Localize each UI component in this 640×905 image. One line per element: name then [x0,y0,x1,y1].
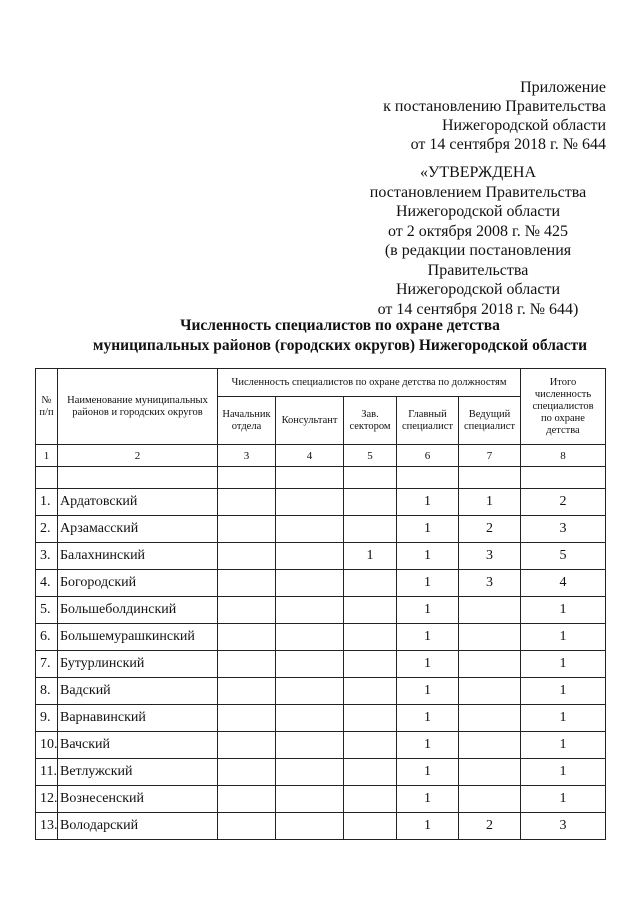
head-count [218,570,276,597]
header-positions: Численность специалистов по охране детства по должностям [218,369,521,397]
row-number: 8. [36,678,58,705]
header-head: Начальник отдела [218,397,276,445]
chief-count: 1 [397,570,459,597]
consultant-count [276,732,344,759]
chief-count: 1 [397,489,459,516]
chief-count: 1 [397,516,459,543]
column-number: 7 [459,445,521,467]
table-row [36,489,606,516]
header-no: № п/п [36,369,58,445]
spacer-row [36,467,606,489]
district-name: Ветлужский [58,759,218,786]
row-number: 6. [36,624,58,651]
district-name: Вадский [58,678,218,705]
spacer-cell [521,467,606,489]
appendix-date-line: от 14 сентября 2018 г. № 644 [410,136,606,153]
column-number: 1 [36,445,58,467]
spacer-cell [397,467,459,489]
leading-count: 3 [459,570,521,597]
appendix-header [383,78,606,154]
total-count: 5 [521,543,606,570]
row-number: 4. [36,570,58,597]
title-line-2: муниципальных районов (городских округов) Нижегородской области [92,337,588,354]
column-number: 5 [344,445,397,467]
total-count: 1 [521,759,606,786]
head-count [218,705,276,732]
table-row [36,624,606,651]
chief-count: 1 [397,543,459,570]
approval-line-2: постановлением Правительства [369,183,587,201]
column-number: 4 [276,445,344,467]
total-count: 1 [521,651,606,678]
consultant-count [276,570,344,597]
total-count: 2 [521,489,606,516]
header-name: Наименование муниципальных районов и городских округов [58,369,218,445]
chief-count: 1 [397,705,459,732]
leading-count [459,759,521,786]
approval-line-7: Нижегородской области [395,281,560,298]
district-name: Ардатовский [58,489,218,516]
leading-count [459,786,521,813]
leading-count [459,705,521,732]
head-count [218,651,276,678]
leading-count [459,651,521,678]
sector-head-count [344,732,397,759]
consultant-count [276,624,344,651]
district-name: Варнавинский [58,705,218,732]
approval-line-4: от 2 октября 2008 г. № 425 [387,222,568,240]
spacer-cell [344,467,397,489]
sector-head-count [344,813,397,840]
leading-count: 3 [459,543,521,570]
district-name: Вознесенский [58,786,218,813]
table-row [36,759,606,786]
column-numbers-row [36,445,606,467]
total-count: 1 [521,786,606,813]
district-name: Володарский [58,813,218,840]
total-count: 1 [521,624,606,651]
head-count [218,597,276,624]
district-name: Арзамасский [58,516,218,543]
district-name: Большемурашкинский [58,624,218,651]
table-row [36,570,606,597]
leading-count: 2 [459,516,521,543]
table-row [36,786,606,813]
approval-block [350,163,606,319]
row-number: 12. [36,786,58,813]
header-consultant: Консультант [276,397,344,445]
chief-count: 1 [397,759,459,786]
row-number: 10. [36,732,58,759]
total-count: 1 [521,597,606,624]
consultant-count [276,813,344,840]
specialists-table [35,368,606,840]
chief-count: 1 [397,651,459,678]
header-sector-head: Зав. сектором [344,397,397,445]
row-number: 9. [36,705,58,732]
head-count [218,489,276,516]
total-count: 3 [521,516,606,543]
leading-count [459,624,521,651]
total-count: 3 [521,813,606,840]
table-body [36,489,606,840]
chief-count: 1 [397,813,459,840]
total-count: 1 [521,705,606,732]
sector-head-count [344,651,397,678]
district-name: Балахнинский [58,543,218,570]
table-row [36,597,606,624]
column-number: 2 [58,445,218,467]
head-count [218,516,276,543]
row-number: 13. [36,813,58,840]
spacer-cell [36,467,58,489]
consultant-count [276,489,344,516]
row-number: 11. [36,759,58,786]
head-count [218,678,276,705]
chief-count: 1 [397,786,459,813]
spacer-cell [459,467,521,489]
sector-head-count [344,624,397,651]
head-count [218,624,276,651]
row-number: 7. [36,651,58,678]
sector-head-count [344,705,397,732]
district-name: Бутурлинский [58,651,218,678]
table-row [36,678,606,705]
sector-head-count [344,597,397,624]
total-count: 1 [521,678,606,705]
head-count [218,732,276,759]
chief-count: 1 [397,597,459,624]
approval-line-8: от 14 сентября 2018 г. № 644) [377,300,579,318]
table-row [36,651,606,678]
appendix-ref-line: к постановлению Правительства [383,98,606,115]
chief-count: 1 [397,678,459,705]
row-number: 3. [36,543,58,570]
sector-head-count [344,489,397,516]
spacer-cell [218,467,276,489]
total-count: 1 [521,732,606,759]
title-line-1: Численность специалистов по охране детства [180,317,500,334]
table-row [36,516,606,543]
column-number: 3 [218,445,276,467]
consultant-count [276,543,344,570]
row-number: 1. [36,489,58,516]
sector-head-count [344,759,397,786]
leading-count [459,732,521,759]
approval-line-3: Нижегородской области [395,203,560,220]
sector-head-count [344,678,397,705]
head-count [218,543,276,570]
table-row [36,732,606,759]
chief-count: 1 [397,624,459,651]
table-row [36,543,606,570]
consultant-count [276,516,344,543]
leading-count: 1 [459,489,521,516]
head-count [218,759,276,786]
leading-count: 2 [459,813,521,840]
header-chief: Главный специалист [397,397,459,445]
document-title [40,316,640,356]
district-name: Большеболдинский [58,597,218,624]
leading-count [459,597,521,624]
chief-count: 1 [397,732,459,759]
head-count [218,786,276,813]
column-number: 6 [397,445,459,467]
consultant-count [276,759,344,786]
head-count [218,813,276,840]
consultant-count [276,705,344,732]
appendix-region-line: Нижегородской области [441,117,606,134]
row-number: 5. [36,597,58,624]
table-row [36,705,606,732]
header-leading: Ведущий специалист [459,397,521,445]
spacer-cell [276,467,344,489]
consultant-count [276,597,344,624]
consultant-count [276,678,344,705]
leading-count [459,678,521,705]
spacer-cell [58,467,218,489]
sector-head-count [344,786,397,813]
row-number: 2. [36,516,58,543]
column-number: 8 [521,445,606,467]
approval-line-1: «УТВЕРЖДЕНА [419,164,536,181]
sector-head-count [344,570,397,597]
district-name: Вачский [58,732,218,759]
approval-line-6: Правительства [427,261,529,279]
sector-head-count: 1 [344,543,397,570]
approval-line-5: (в редакции постановления [384,242,572,259]
consultant-count [276,651,344,678]
header-total: Итого численность специалистов по охране детства [521,369,606,445]
consultant-count [276,786,344,813]
district-name: Богородский [58,570,218,597]
total-count: 4 [521,570,606,597]
sector-head-count [344,516,397,543]
table-row [36,813,606,840]
appendix-title: Приложение [520,79,606,96]
